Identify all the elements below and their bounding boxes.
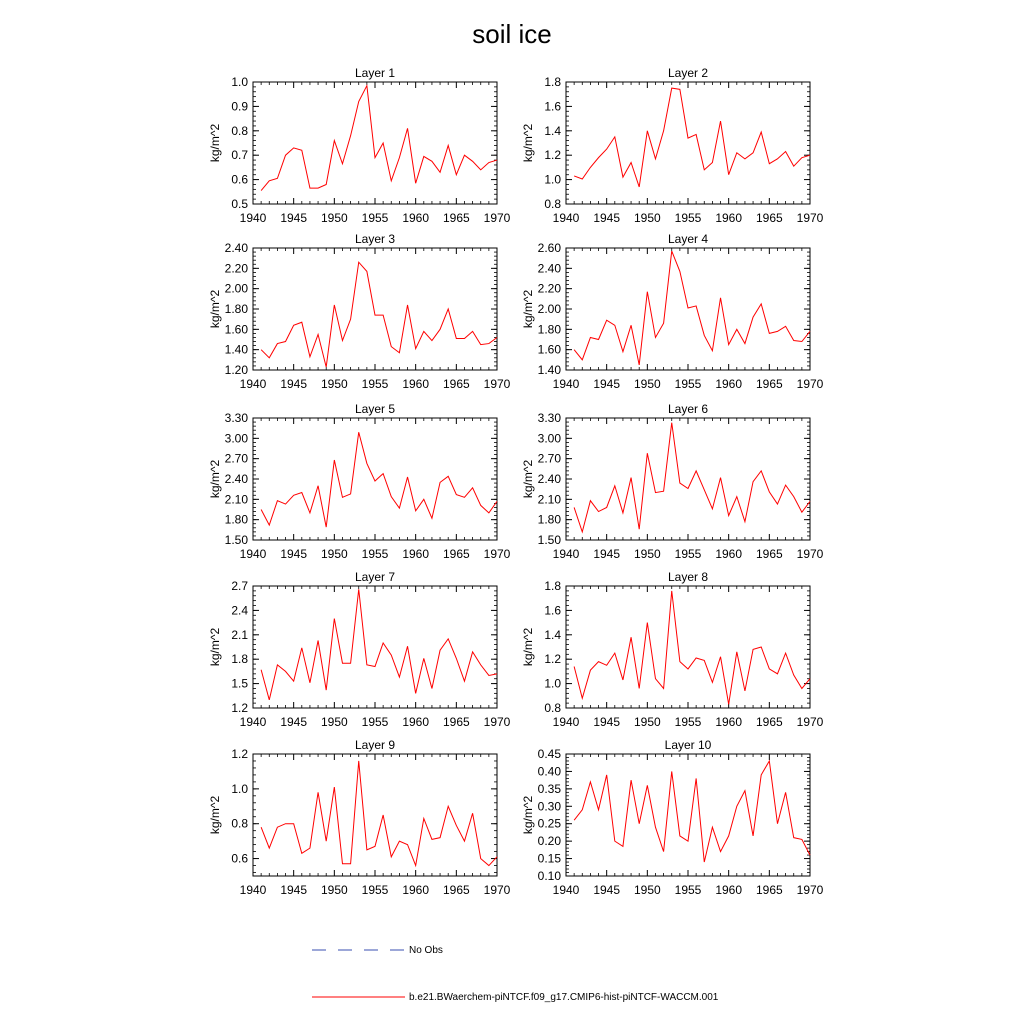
- x-tick-label: 1970: [483, 883, 511, 897]
- y-tick-label: 0.8: [544, 701, 561, 715]
- x-tick-label: 1940: [239, 883, 267, 897]
- x-tick-label: 1970: [796, 211, 824, 225]
- y-tick-label: 1.80: [224, 302, 248, 316]
- plot-frame: [566, 418, 810, 540]
- panel-title: Layer 10: [664, 738, 712, 752]
- x-tick-label: 1955: [674, 547, 702, 561]
- y-tick-label: 0.30: [537, 799, 561, 814]
- legend-no-obs-label: No Obs: [409, 945, 443, 956]
- y-tick-label: 1.8: [544, 75, 561, 89]
- x-tick-label: 1965: [755, 377, 783, 391]
- x-tick-label: 1955: [361, 377, 389, 391]
- y-tick-label: 2.40: [537, 261, 561, 276]
- panel-title: Layer 6: [667, 402, 709, 416]
- y-tick-label: 2.4: [231, 603, 248, 618]
- y-tick-label: 2.40: [224, 472, 248, 486]
- y-tick-label: 0.6: [231, 851, 248, 866]
- x-tick-label: 1945: [593, 883, 621, 897]
- x-tick-label: 1960: [402, 883, 430, 897]
- x-tick-label: 1965: [755, 883, 783, 897]
- x-tick-label: 1955: [674, 377, 702, 391]
- x-tick-label: 1950: [320, 377, 348, 391]
- x-tick-label: 1940: [552, 211, 580, 225]
- y-axis-label: kg/m^2: [521, 795, 535, 835]
- x-tick-label: 1960: [402, 377, 430, 391]
- x-tick-label: 1955: [674, 211, 702, 225]
- panel-layer-6: [521, 402, 824, 561]
- x-tick-label: 1940: [239, 715, 267, 729]
- y-tick-label: 1.80: [537, 512, 561, 527]
- panel-layer-5: [208, 402, 511, 561]
- plot-frame: [566, 754, 810, 876]
- y-tick-label: 1.2: [231, 747, 248, 761]
- panels: [208, 66, 824, 897]
- panel-title: Layer 3: [354, 232, 396, 246]
- x-tick-label: 1945: [593, 211, 621, 225]
- y-axis-label: kg/m^2: [208, 289, 222, 329]
- y-tick-label: 0.8: [231, 123, 248, 138]
- plot-frame: [253, 248, 497, 370]
- y-tick-label: 2.20: [224, 261, 248, 276]
- y-tick-label: 1.0: [231, 75, 248, 89]
- panel-title: Layer 9: [354, 738, 396, 752]
- y-tick-label: 1.0: [544, 172, 561, 187]
- x-tick-label: 1945: [593, 377, 621, 391]
- figure-title: soil ice: [472, 19, 552, 49]
- series-line-layer-8: [574, 591, 810, 704]
- x-tick-label: 1965: [755, 715, 783, 729]
- x-tick-label: 1970: [483, 547, 511, 561]
- x-tick-label: 1955: [361, 715, 389, 729]
- y-tick-label: 1.2: [544, 148, 561, 163]
- panel-layer-8: [521, 570, 824, 729]
- series-line-layer-5: [261, 432, 497, 527]
- y-tick-label: 0.35: [537, 781, 561, 796]
- x-tick-label: 1940: [552, 377, 580, 391]
- x-tick-label: 1950: [633, 883, 661, 897]
- x-tick-label: 1955: [361, 211, 389, 225]
- plot-frame: [253, 82, 497, 204]
- x-tick-label: 1940: [552, 715, 580, 729]
- y-tick-label: 2.40: [224, 241, 248, 255]
- legend: [312, 945, 719, 1003]
- series-line-layer-6: [574, 423, 810, 532]
- y-tick-label: 2.1: [231, 627, 248, 642]
- x-tick-label: 1965: [442, 547, 470, 561]
- x-tick-label: 1960: [715, 377, 743, 391]
- y-axis-label: kg/m^2: [208, 459, 222, 499]
- x-tick-label: 1950: [320, 715, 348, 729]
- y-tick-label: 0.25: [537, 816, 561, 831]
- y-axis-label: kg/m^2: [521, 123, 535, 163]
- x-tick-label: 1960: [402, 211, 430, 225]
- x-tick-label: 1955: [361, 883, 389, 897]
- plot-frame: [566, 82, 810, 204]
- x-tick-label: 1960: [715, 547, 743, 561]
- x-tick-label: 1955: [674, 715, 702, 729]
- legend-model-label: b.e21.BWaerchem-piNTCF.f09_g17.CMIP6-hist-piNTCF-WACCM.001: [409, 992, 719, 1003]
- x-tick-label: 1970: [796, 715, 824, 729]
- plot-frame: [566, 586, 810, 708]
- x-tick-label: 1960: [715, 211, 743, 225]
- y-tick-label: 0.9: [231, 99, 248, 114]
- y-tick-label: 1.60: [537, 342, 561, 357]
- panel-title: Layer 2: [667, 66, 709, 80]
- y-tick-label: 3.30: [537, 411, 561, 425]
- series-line-layer-10: [574, 761, 810, 862]
- y-tick-label: 0.15: [537, 851, 561, 866]
- y-tick-label: 0.8: [544, 197, 561, 211]
- panel-title: Layer 4: [667, 232, 709, 246]
- y-tick-label: 0.6: [231, 172, 248, 187]
- y-tick-label: 1.60: [224, 322, 248, 337]
- x-tick-label: 1965: [442, 377, 470, 391]
- x-tick-label: 1970: [483, 211, 511, 225]
- plot-frame: [566, 248, 810, 370]
- x-tick-label: 1960: [715, 715, 743, 729]
- series-line-layer-1: [261, 86, 497, 191]
- y-tick-label: 1.50: [224, 533, 248, 547]
- y-tick-label: 1.20: [224, 363, 248, 377]
- y-tick-label: 0.20: [537, 834, 561, 849]
- x-tick-label: 1945: [593, 547, 621, 561]
- y-tick-label: 2.00: [224, 281, 248, 296]
- y-tick-label: 2.20: [537, 281, 561, 296]
- plot-frame: [253, 586, 497, 708]
- y-tick-label: 1.6: [544, 603, 561, 618]
- y-tick-label: 0.8: [231, 816, 248, 831]
- y-tick-label: 1.80: [537, 322, 561, 337]
- panel-title: Layer 8: [667, 570, 709, 584]
- y-tick-label: 2.10: [224, 492, 248, 507]
- x-tick-label: 1965: [755, 211, 783, 225]
- panel-layer-2: [521, 66, 824, 225]
- y-tick-label: 1.50: [537, 533, 561, 547]
- x-tick-label: 1960: [402, 715, 430, 729]
- y-tick-label: 3.30: [224, 411, 248, 425]
- y-tick-label: 1.40: [224, 342, 248, 357]
- x-tick-label: 1955: [674, 883, 702, 897]
- panel-layer-1: [208, 66, 511, 225]
- y-tick-label: 1.5: [231, 676, 248, 691]
- panel-layer-9: [208, 738, 511, 897]
- x-tick-label: 1970: [483, 715, 511, 729]
- y-tick-label: 2.7: [231, 579, 248, 593]
- x-tick-label: 1950: [633, 211, 661, 225]
- x-tick-label: 1970: [796, 377, 824, 391]
- y-tick-label: 2.10: [537, 492, 561, 507]
- y-tick-label: 2.70: [224, 451, 248, 466]
- x-tick-label: 1970: [796, 883, 824, 897]
- x-tick-label: 1950: [320, 211, 348, 225]
- y-tick-label: 2.40: [537, 472, 561, 486]
- x-tick-label: 1965: [755, 547, 783, 561]
- plot-frame: [253, 754, 497, 876]
- series-line-layer-4: [574, 251, 810, 365]
- y-axis-label: kg/m^2: [208, 627, 222, 667]
- x-tick-label: 1950: [320, 547, 348, 561]
- x-tick-label: 1970: [796, 547, 824, 561]
- x-tick-label: 1955: [361, 547, 389, 561]
- x-tick-label: 1970: [483, 377, 511, 391]
- x-tick-label: 1965: [442, 883, 470, 897]
- panel-layer-7: [208, 570, 511, 729]
- x-tick-label: 1945: [280, 715, 308, 729]
- series-line-layer-2: [574, 88, 810, 187]
- x-tick-label: 1940: [552, 547, 580, 561]
- series-line-layer-3: [261, 262, 497, 367]
- y-tick-label: 1.2: [544, 652, 561, 667]
- x-tick-label: 1950: [633, 547, 661, 561]
- x-tick-label: 1940: [239, 211, 267, 225]
- y-tick-label: 1.6: [544, 99, 561, 114]
- y-tick-label: 2.60: [537, 241, 561, 255]
- y-tick-label: 1.4: [544, 627, 561, 642]
- y-tick-label: 1.0: [544, 676, 561, 691]
- y-tick-label: 1.2: [231, 701, 248, 715]
- x-tick-label: 1950: [633, 377, 661, 391]
- x-tick-label: 1950: [320, 883, 348, 897]
- x-tick-label: 1945: [280, 883, 308, 897]
- x-tick-label: 1945: [280, 211, 308, 225]
- y-tick-label: 0.7: [231, 148, 248, 163]
- x-tick-label: 1965: [442, 211, 470, 225]
- y-tick-label: 1.8: [544, 579, 561, 593]
- y-tick-label: 3.00: [224, 431, 248, 446]
- x-tick-label: 1940: [239, 377, 267, 391]
- y-tick-label: 1.80: [224, 512, 248, 527]
- y-axis-label: kg/m^2: [521, 459, 535, 499]
- y-tick-label: 1.4: [544, 123, 561, 138]
- x-tick-label: 1945: [280, 377, 308, 391]
- plot-frame: [253, 418, 497, 540]
- y-tick-label: 1.8: [231, 652, 248, 667]
- panel-layer-4: [521, 232, 824, 391]
- panel-layer-10: [521, 738, 824, 897]
- panel-title: Layer 7: [354, 570, 396, 584]
- panel-layer-3: [208, 232, 511, 391]
- y-tick-label: 0.10: [537, 869, 561, 883]
- x-tick-label: 1950: [633, 715, 661, 729]
- panel-title: Layer 5: [354, 402, 396, 416]
- y-tick-label: 1.0: [231, 781, 248, 796]
- x-tick-label: 1940: [552, 883, 580, 897]
- x-tick-label: 1940: [239, 547, 267, 561]
- y-tick-label: 0.45: [537, 747, 561, 761]
- y-tick-label: 1.40: [537, 363, 561, 377]
- series-line-layer-7: [261, 589, 497, 700]
- y-tick-label: 3.00: [537, 431, 561, 446]
- y-axis-label: kg/m^2: [208, 795, 222, 835]
- y-axis-label: kg/m^2: [208, 123, 222, 163]
- y-axis-label: kg/m^2: [521, 289, 535, 329]
- x-tick-label: 1965: [442, 715, 470, 729]
- x-tick-label: 1960: [715, 883, 743, 897]
- y-axis-label: kg/m^2: [521, 627, 535, 667]
- panel-title: Layer 1: [354, 66, 396, 80]
- y-tick-label: 0.40: [537, 764, 561, 779]
- y-tick-label: 2.70: [537, 451, 561, 466]
- y-tick-label: 2.00: [537, 302, 561, 316]
- series-line-layer-9: [261, 761, 497, 866]
- x-tick-label: 1960: [402, 547, 430, 561]
- x-tick-label: 1945: [593, 715, 621, 729]
- x-tick-label: 1945: [280, 547, 308, 561]
- y-tick-label: 0.5: [231, 197, 248, 211]
